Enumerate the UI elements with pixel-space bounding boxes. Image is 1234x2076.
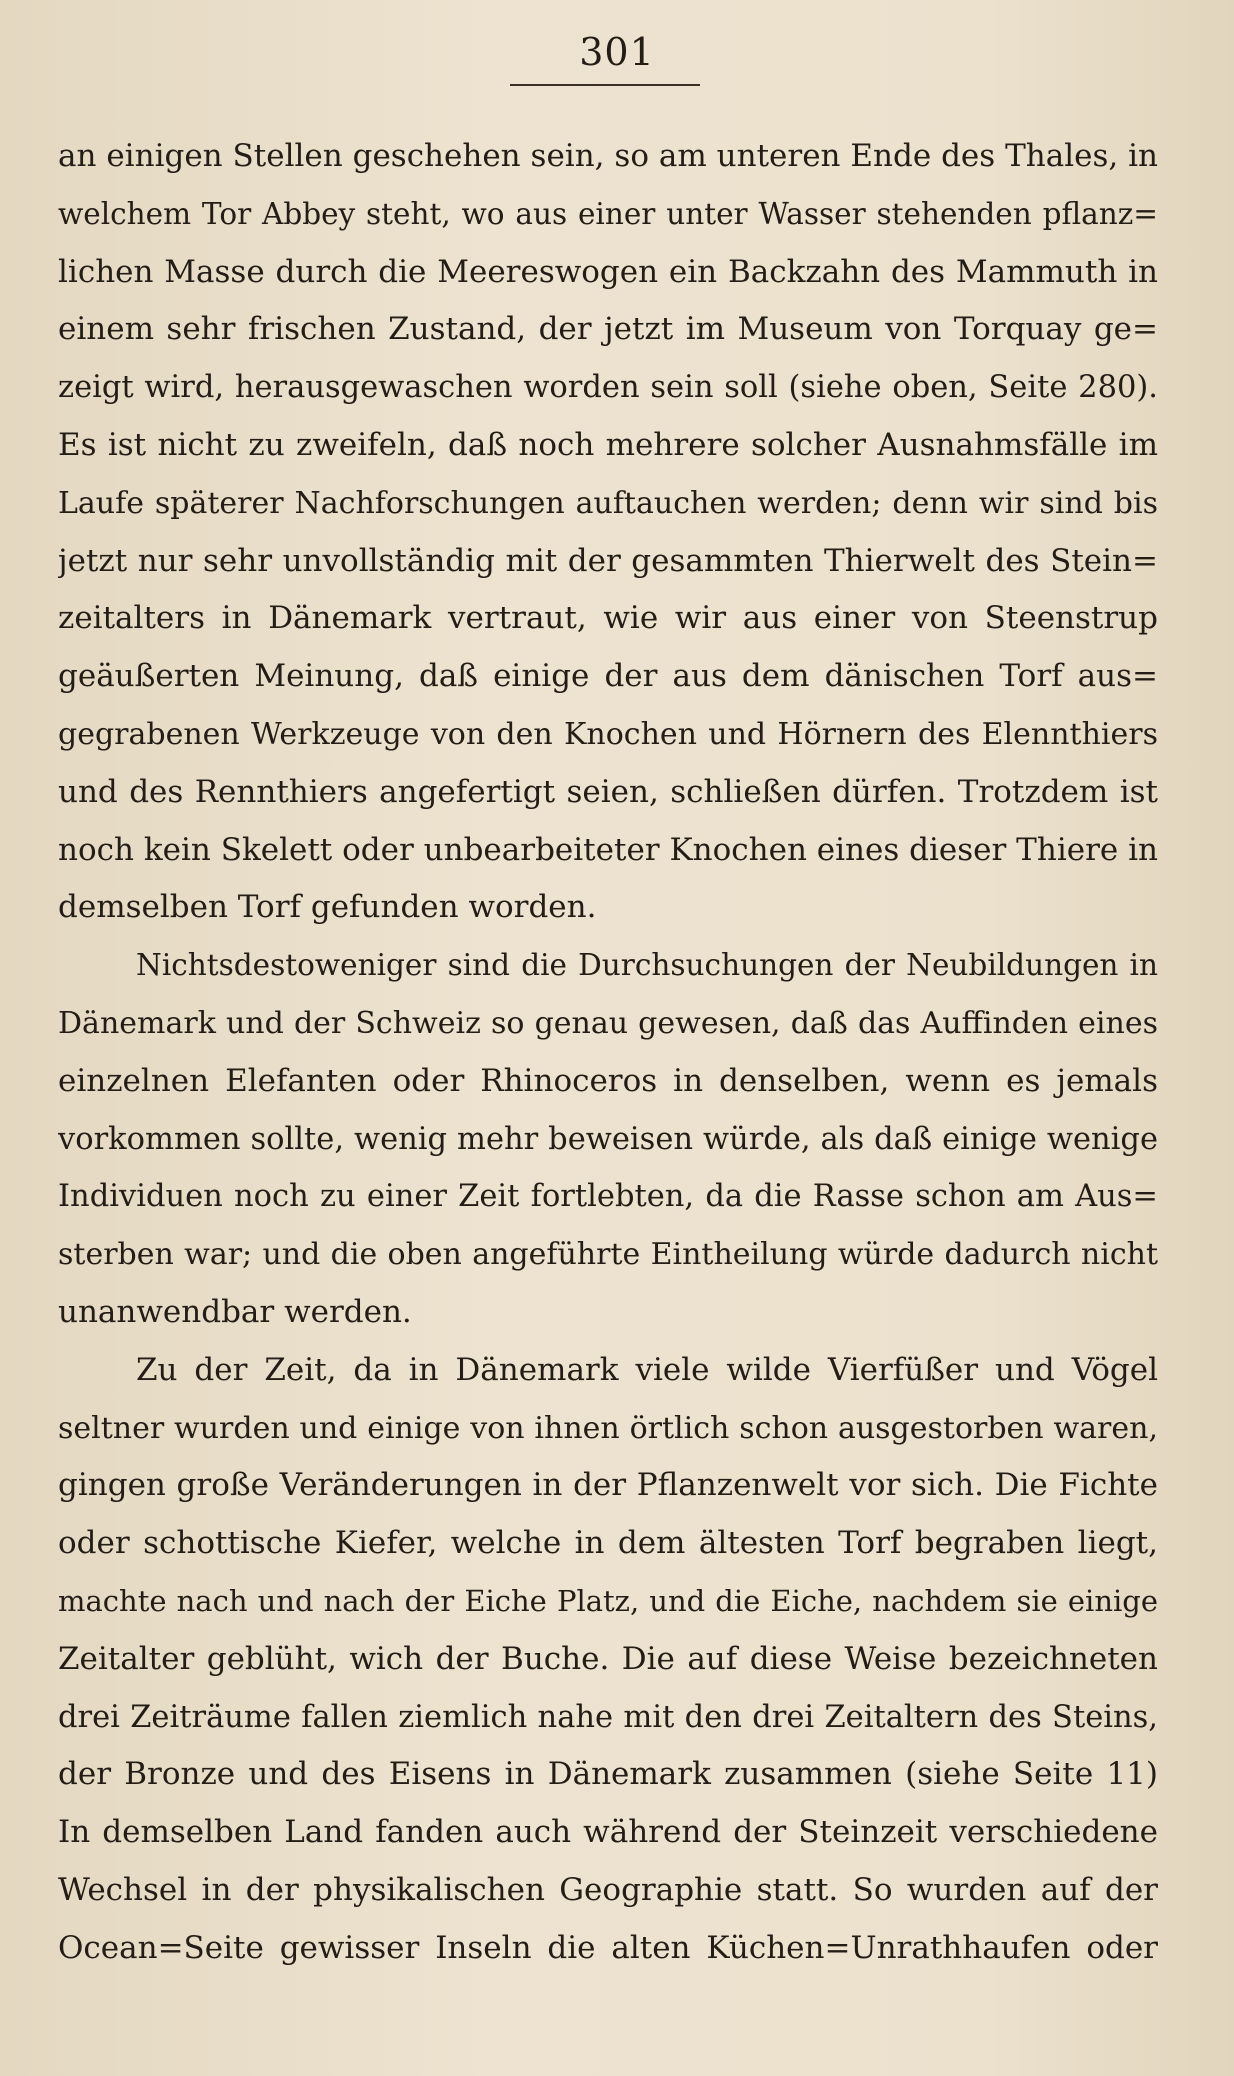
text-line: gingen große Veränderungen in der Pflanzenwelt vor sich. Die Fichte [58, 1467, 1158, 1504]
text-line: sterben war; und die oben angeführte Eintheilung würde dadurch nicht [58, 1237, 1158, 1273]
text-line: zeigt wird, herausgewaschen worden sein soll (siehe oben, Seite 280). [58, 370, 1158, 406]
header-rule [510, 84, 700, 86]
text-line: unanwendbar werden. [58, 1293, 412, 1330]
text-line: noch kein Skelett oder unbearbeiteter Knochen eines dieser Thiere in [58, 831, 1158, 868]
text-line: Nichtsdestoweniger sind die Durchsuchungen der Neubildungen in [136, 948, 1158, 983]
text-line: vorkommen sollte, wenig mehr beweisen würde, als daß einige wenige [58, 1121, 1158, 1157]
text-line: seltner wurden und einige von ihnen örtlich schon ausgestorben waren, [58, 1410, 1158, 1446]
text-line: Ocean=Seite gewisser Inseln die alten Küchen=Unrathhaufen oder [58, 1929, 1158, 1966]
text-line: Laufe späterer Nachforschungen auftauchen werden; denn wir sind bis [58, 485, 1158, 521]
text-line: Wechsel in der physikalischen Geographie statt. So wurden auf der [58, 1871, 1158, 1908]
text-line: machte nach und nach der Eiche Platz, und die Eiche, nachdem sie einige [58, 1583, 1158, 1618]
text-line: der Bronze und des Eisens in Dänemark zusammen (siehe Seite 11) [58, 1756, 1158, 1793]
text-line: Zeitalter geblüht, wich der Buche. Die auf diese Weise bezeichneten [58, 1640, 1158, 1677]
text-line: Dänemark und der Schweiz so genau gewesen, daß das Auffinden eines [58, 1005, 1158, 1041]
page-number: 301 [579, 30, 655, 74]
text-line: drei Zeiträume fallen ziemlich nahe mit den drei Zeitaltern des Steins, [58, 1699, 1158, 1735]
text-line: jetzt nur sehr unvollständig mit der gesammten Thierwelt des Stein= [58, 542, 1158, 579]
text-line: oder schottische Kiefer, welche in dem ältesten Torf begraben liegt, [58, 1525, 1158, 1562]
text-line: gegrabenen Werkzeuge von den Knochen und Hörnern des Elennthiers [58, 716, 1158, 752]
text-line: an einigen Stellen geschehen sein, so am unteren Ende des Thales, in [58, 138, 1158, 174]
text-line: Individuen noch zu einer Zeit fortlebten, da die Rasse schon am Aus= [58, 1179, 1158, 1215]
text-line: zeitalters in Dänemark vertraut, wie wir aus einer von Steenstrup [58, 600, 1158, 637]
text-line: einem sehr frischen Zustand, der jetzt im Museum von Torquay ge= [58, 311, 1158, 348]
text-line: und des Rennthiers angefertigt seien, schließen dürfen. Trotzdem ist [58, 773, 1158, 810]
body-text [58, 128, 1158, 1978]
text-line: lichen Masse durch die Meereswogen ein Backzahn des Mammuth in [58, 253, 1158, 290]
text-line: einzelnen Elefanten oder Rhinoceros in denselben, wenn es jemals [58, 1062, 1158, 1099]
text-line: geäußerten Meinung, daß einige der aus dem dänischen Torf aus= [58, 658, 1158, 695]
text-line: welchem Tor Abbey steht, wo aus einer unter Wasser stehenden pflanz= [58, 196, 1158, 231]
text-line: In demselben Land fanden auch während der Steinzeit verschiedene [58, 1814, 1158, 1851]
text-line: Es ist nicht zu zweifeln, daß noch mehrere solcher Ausnahmsfälle im [58, 426, 1158, 463]
text-line: demselben Torf gefunden worden. [58, 889, 597, 926]
text-line: Zu der Zeit, da in Dänemark viele wilde Vierfüßer und Vögel [136, 1351, 1158, 1388]
